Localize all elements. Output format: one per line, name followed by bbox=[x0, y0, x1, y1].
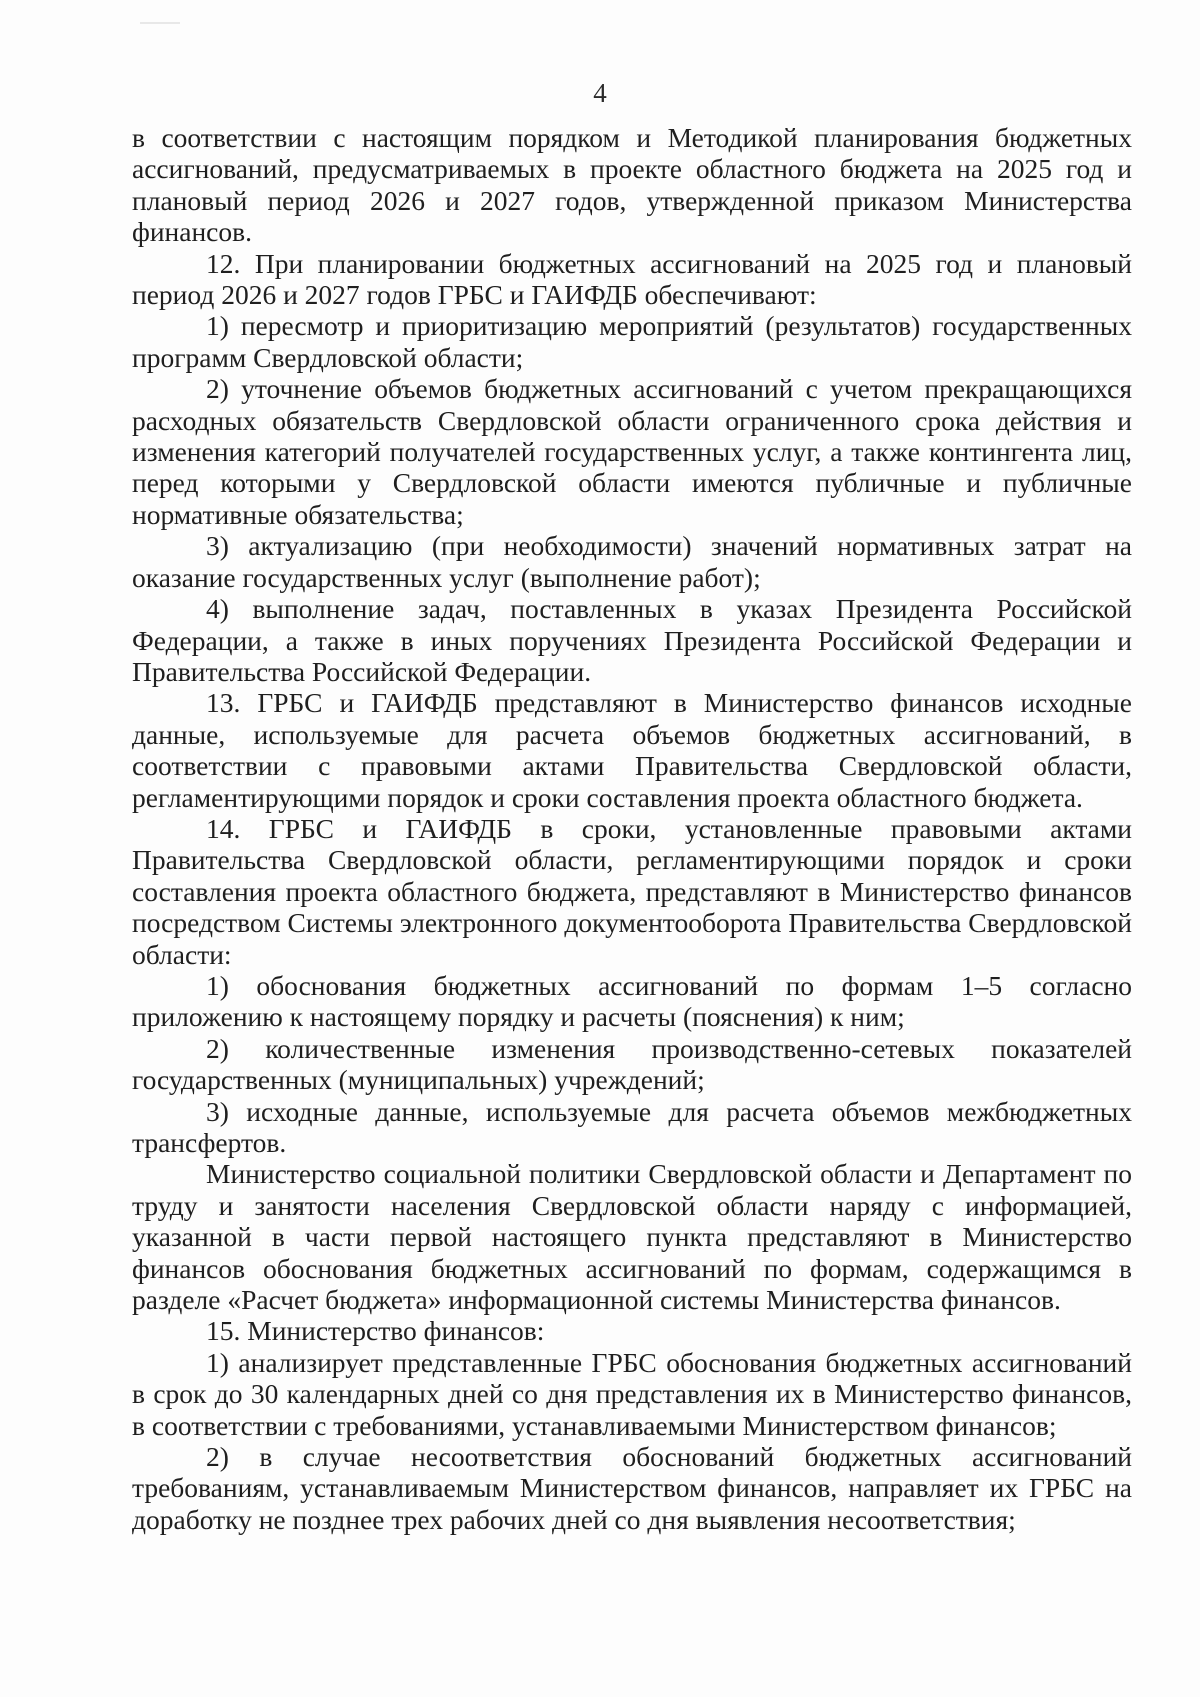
paragraph: Министерство социальной политики Свердловской области и Департамент по труду и занятости населения Свердловской области наряду с информацией, указанной в части первой настоящего пункта представляют в Министерство финансов обоснования бюджетных ассигнований по формам, содержащимся в разделе «Расчет бюджета» информационной системы Министерства финансов. bbox=[132, 1158, 1132, 1316]
paragraph: 13. ГРБС и ГАИФДБ представляют в Министерство финансов исходные данные, используемые для расчета объемов бюджетных ассигнований, в соответствии с правовыми актами Правительства Свердловской области, регламентирующими порядок и сроки составления проекта областного бюджета. bbox=[132, 687, 1132, 813]
scan-artifact bbox=[140, 22, 180, 24]
list-item: 1) анализирует представленные ГРБС обоснования бюджетных ассигнований в срок до 30 календарных дней со дня представления их в Министерство финансов, в соответствии с требованиями, устанавливаемыми Министерством финансов; bbox=[132, 1346, 1132, 1441]
paragraph: 14. ГРБС и ГАИФДБ в сроки, установленные правовыми актами Правительства Свердловской области, регламентирующими порядок и сроки составления проекта областного бюджета, представляют в Министерство финансов посредством Системы электронного документооборота Правительства Свердловской области: bbox=[132, 812, 1132, 970]
paragraph: 15. Министерство финансов: bbox=[206, 1315, 545, 1347]
list-item: 2) уточнение объемов бюджетных ассигнований с учетом прекращающихся расходных обязательств Свердловской области ограниченного срока действия и изменения категорий получателей государственных услуг, а также контингента лиц, перед которыми у Свердловской области имеются публичные и публичные нормативные обязательства; bbox=[132, 373, 1132, 530]
list-item: 1) пересмотр и приоритизацию мероприятий (результатов) государственных программ Свердловской области; bbox=[132, 310, 1132, 373]
list-item: 4) выполнение задач, поставленных в указах Президента Российской Федерации, а также в иных поручениях Президента Российской Федерации и Правительства Российской Федерации. bbox=[132, 593, 1132, 687]
page-number: 4 bbox=[593, 78, 607, 108]
list-item: 3) исходные данные, используемые для расчета объемов межбюджетных трансфертов. bbox=[132, 1095, 1132, 1158]
paragraph: в соответствии с настоящим порядком и Методикой планирования бюджетных ассигнований, предусматриваемых в проекте областного бюджета на 2025 год и плановый период 2026 и 2027 годов, утвержденной приказом Министерства финансов. bbox=[132, 122, 1132, 248]
paragraph: 12. При планировании бюджетных ассигнований на 2025 год и плановый период 2026 и 2027 годов ГРБС и ГАИФДБ обеспечивают: bbox=[132, 247, 1132, 311]
list-item: 2) количественные изменения производственно-сетевых показателей государственных (муниципальных) учреждений; bbox=[132, 1032, 1132, 1096]
list-item: 1) обоснования бюджетных ассигнований по формам 1–5 согласно приложению к настоящему порядку и расчеты (пояснения) к ним; bbox=[132, 969, 1132, 1033]
list-item: 3) актуализацию (при необходимости) значений нормативных затрат на оказание государственных услуг (выполнение работ); bbox=[132, 530, 1132, 593]
document-body bbox=[132, 122, 1132, 1535]
list-item: 2) в случае несоответствия обоснований бюджетных ассигнований требованиям, устанавливаемым Министерством финансов, направляет их ГРБС на доработку не позднее трех рабочих дней со дня выявления несоответствия; bbox=[132, 1441, 1132, 1535]
